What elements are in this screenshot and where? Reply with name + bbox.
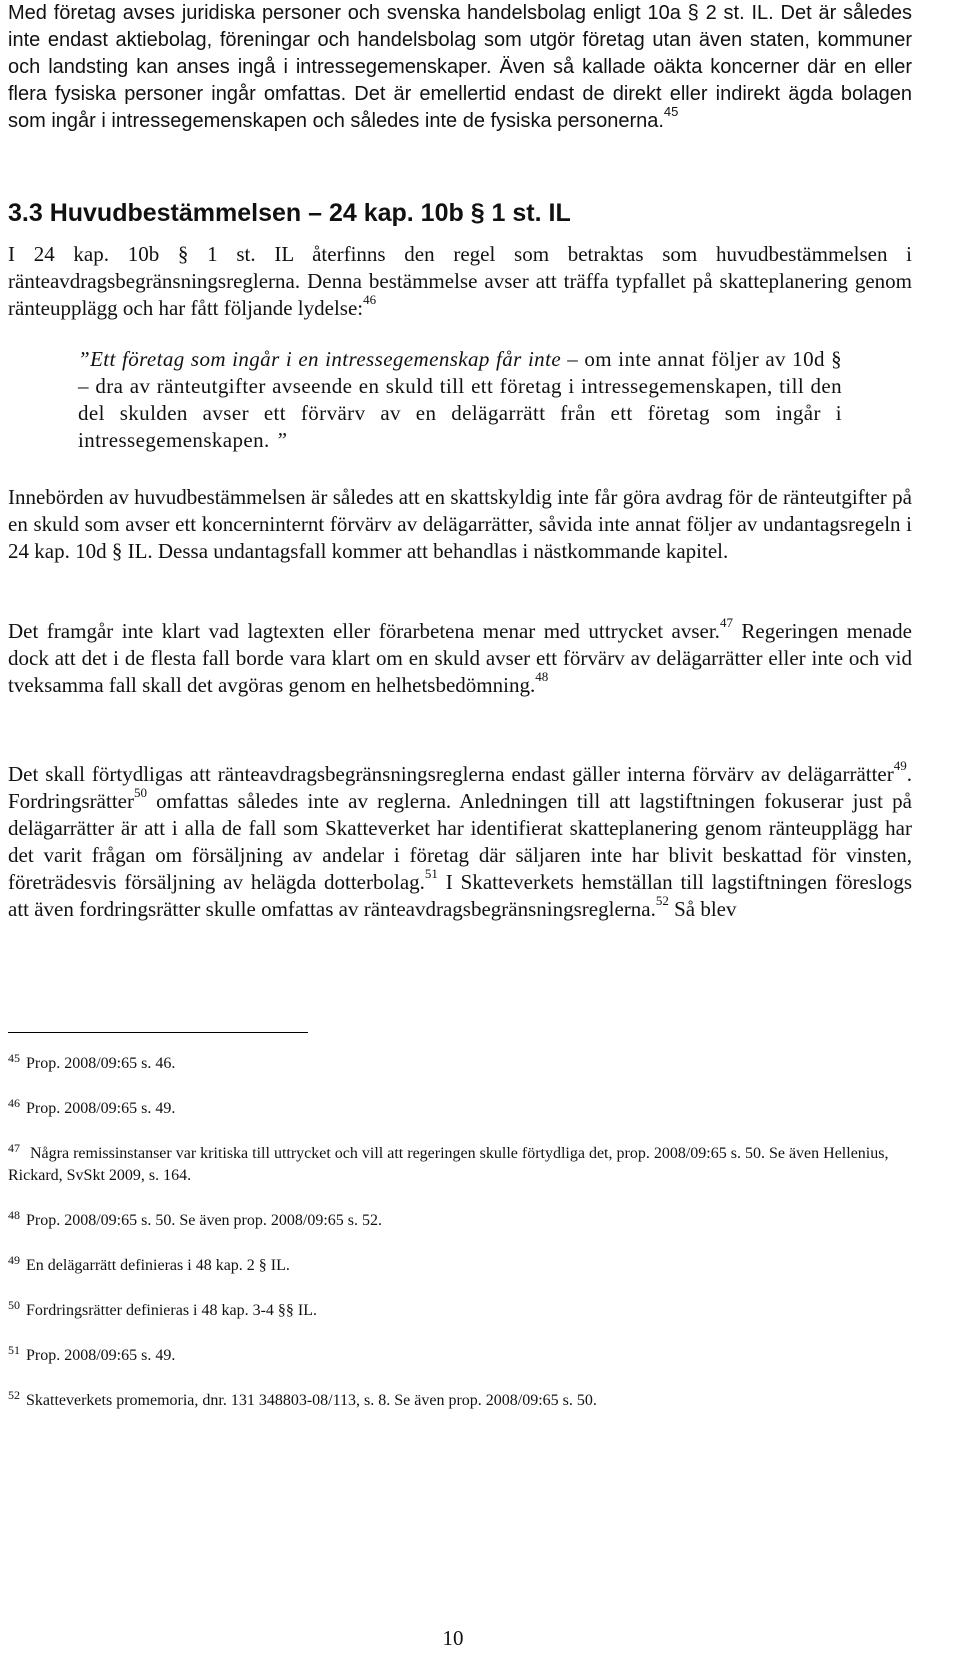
paragraph-internal-text-e: Så blev <box>674 897 737 921</box>
paragraph-internal-text-c: omfattas således inte av reglerna. Anledningen till att lagstiftningen fokuserar just på delägarrätter är att i alla de fall som Skatteverket har identifierat skatteplanering genom ränteupplägg har det varit frågan om försäljning av andelar i företag där säljaren inte har blivit beskattad för vinsten, företrädesvis försäljning av helägda dotterbolag. <box>8 789 912 894</box>
paragraph-main-rule-text: I 24 kap. 10b § 1 st. IL återfinns den regel som betraktas som huvudbestämmelsen i ränteavdragsbegränsningsreglerna. Denna bestämmelse avser att träffa typfallet på skatteplanering genom ränteupplägg och har fått följande lydelse: <box>8 242 912 320</box>
footnote-ref-52: 52 <box>655 893 669 908</box>
footnote-number: 48 <box>8 1207 20 1222</box>
footnote-text: Fordringsrätter definieras i 48 kap. 3-4 §§ IL. <box>26 1302 318 1319</box>
footnote-52 <box>8 1387 908 1412</box>
footnote-ref-46: 46 <box>363 292 377 307</box>
paragraph-internal-text-a: Det skall förtydligas att ränteavdragsbegränsningsreglerna endast gäller interna förvärv av delägarrätter <box>8 762 894 786</box>
footnote-number: 49 <box>8 1252 20 1267</box>
footnote-47 <box>8 1140 908 1187</box>
page-number: 10 <box>442 1626 464 1650</box>
footnote-ref-51: 51 <box>424 866 438 881</box>
footnote-text: En delägarrätt definieras i 48 kap. 2 § IL. <box>26 1257 290 1274</box>
footnote-ref-47: 47 <box>719 615 733 630</box>
section-heading: 3.3 Huvudbestämmelsen – 24 kap. 10b § 1 st. IL <box>8 199 571 227</box>
paragraph-intro <box>8 0 912 135</box>
paragraph-internal-text-b: . Fordringsrätter <box>8 762 912 813</box>
footnote-text: Några remissinstanser var kritiska till uttrycket och vill att regeringen skulle förtydliga det, prop. 2008/09:65 s. 50. Se även Hellenius, Rickard, SvSkt 2009, s. 164. <box>8 1145 889 1184</box>
footnote-ref-49: 49 <box>893 758 907 773</box>
footnote-ref-45: 45 <box>663 104 679 120</box>
footnote-46 <box>8 1095 908 1120</box>
footnote-48 <box>8 1207 908 1232</box>
quote-italic-part: ”Ett företag som ingår i en intressegemenskap får inte <box>78 347 562 371</box>
paragraph-unclear-text-a: Det framgår inte klart vad lagtexten eller förarbetena menar med uttrycket avser. <box>8 619 720 643</box>
footnote-51 <box>8 1342 908 1367</box>
footnote-number: 45 <box>8 1050 20 1065</box>
footnote-number: 47 <box>8 1140 20 1155</box>
footnote-number: 51 <box>8 1342 20 1357</box>
footnote-text: Skatteverkets promemoria, dnr. 131 348803-08/113, s. 8. Se även prop. 2008/09:65 s. 50. <box>26 1392 597 1409</box>
footnote-text: Prop. 2008/09:65 s. 49. <box>26 1100 176 1117</box>
paragraph-meaning: Innebörden av huvudbestämmelsen är således att en skattskyldig inte får göra avdrag för de ränteutgifter på en skuld som avser ett koncerninternt förvärv av delägarrätter, såvida inte annat följer av undantagsregeln i 24 kap. 10d § IL. Dessa undantagsfall kommer att behandlas i nästkommande kapitel. <box>8 485 912 563</box>
paragraph-internal <box>8 758 913 923</box>
footnote-number: 50 <box>8 1297 20 1312</box>
paragraph-main-rule <box>8 241 912 322</box>
footnote-45 <box>8 1050 908 1075</box>
footnote-text: Prop. 2008/09:65 s. 46. <box>26 1055 176 1072</box>
statute-quote <box>78 346 842 454</box>
footnote-number: 52 <box>8 1387 20 1402</box>
footnote-ref-48: 48 <box>535 669 549 684</box>
footnote-49 <box>8 1252 908 1277</box>
footnote-text: Prop. 2008/09:65 s. 50. Se även prop. 2008/09:65 s. 52. <box>26 1212 382 1229</box>
paragraph-internal-text-d: I Skatteverkets hemställan till lagstiftningen föreslogs att även fordringsrätter skulle omfattas av ränteavdragsbegränsningsreglerna. <box>8 870 913 921</box>
quote-rest: – om inte annat följer av 10d § – dra av ränteutgifter avseende en skuld till ett företag i intressegemenskapen, till den del skulden avser ett förvärv av en delägarrätt från ett företag som ingår i intressegemenskapen. <box>78 347 842 452</box>
footnote-text: Prop. 2008/09:65 s. 49. <box>26 1347 176 1364</box>
quote-closing-mark: ” <box>275 428 288 452</box>
paragraph-unclear-text-b: Regeringen menade dock att det i de flesta fall borde vara klart om en skuld avser ett förvärv av delägarrätter eller inte och vid tveksamma fall skall det avgöras genom en helhetsbedömning. <box>8 619 912 697</box>
footnote-number: 46 <box>8 1095 20 1110</box>
paragraph-unclear <box>8 615 912 699</box>
footnote-50 <box>8 1297 908 1322</box>
footnote-ref-50: 50 <box>133 785 147 800</box>
footnote-separator <box>8 1032 308 1033</box>
paragraph-intro-text: Med företag avses juridiska personer och svenska handelsbolag enligt 10a § 2 st. IL. Det är således inte endast aktiebolag, föreningar och handelsbolag som utgör företag utan även staten, kommuner och landsting kan anses ingå i intressegemenskaper. Även så kallade oäkta koncerner där en eller flera fysiska personer ingår omfattas. Det är emellertid endast de direkt eller indirekt ägda bolagen som ingår i intressegemenskapen och således inte de fysiska personerna. <box>8 2 912 132</box>
